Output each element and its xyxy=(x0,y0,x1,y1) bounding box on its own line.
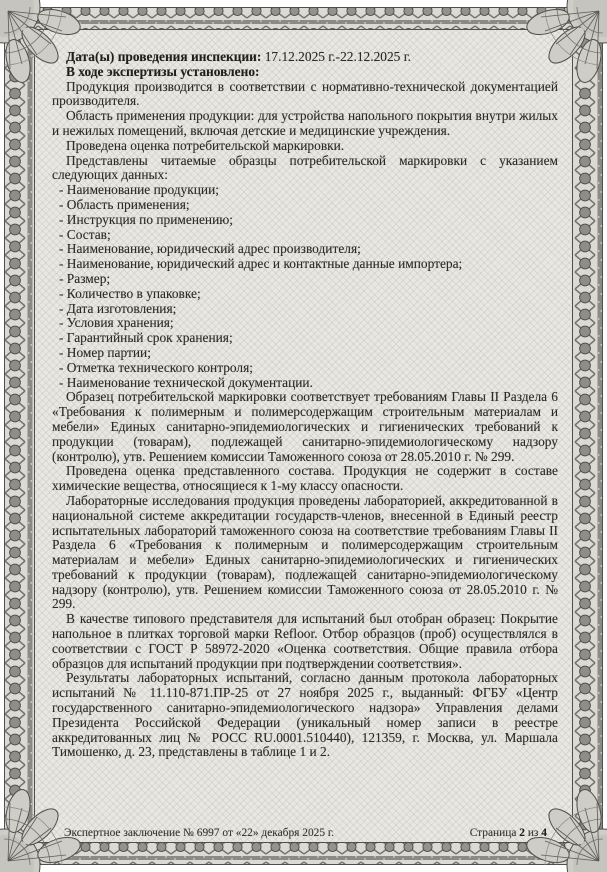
paragraph-marking-compliance: Образец потребительской маркировки соответствует требованиям Главы II Раздела 6 «Требования к полимерным и полимерсодержащим строительным материалам и мебели» Единых санитарно-эпидемиологических и гигиенических требований к продукции (товарам), подлежащей санитарно-эпидемиологическому надзору (контролю), утв. Решением комиссии Таможенного союза от 28.05.2010 г. № 299. xyxy=(52,389,558,464)
paragraph-test-results: Результаты лабораторных испытаний, согласно данным протокола лабораторных испытаний № 11.110-871.ПР-25 от 27 ноября 2025 г., выданный: ФГБУ «Центр государственного санитарно-эпидемиологического надзора» Управления делами Президента Российской Федерации (уникальный номер записи в реестре аккредитованных лиц № РОСС RU.0001.510440), 121359, г. Москва, ул. Маршала Тимошенко, д. 23, представлены в таблице 1 и 2. xyxy=(52,670,558,760)
inspection-dates-label: Дата(ы) проведения инспекции: xyxy=(66,49,262,64)
paragraph-marking-assessment: Проведена оценка потребительской маркировки. xyxy=(66,137,345,153)
inspection-dates-value: 17.12.2025 г.-22.12.2025 г. xyxy=(264,49,412,64)
footer-document-title: Экспертное заключение № 6997 от «22» декабря 2025 г. xyxy=(64,827,335,839)
paragraph-composition: Проведена оценка представленного состава. Продукция не содержит в составе химические вещества, относящиеся к 1-му классу опасности. xyxy=(52,463,558,494)
paragraph-laboratory: Лабораторные исследования продукция проведены лабораторией, аккредитованной в национальной системе аккредитации государств-членов, внесенной в Единый реестр испытательных лабораторий таможенного союза на соответствие требованиям Главы II Раздела 6 «Требования к полимерным и полимерсодержащим строительным материалам и мебели» Единых санитарно-эпидемиологических и гигиенических требований к продукции (товарам), подлежащей санитарно-эпидемиологическому надзору (контролю), утв. Решением комиссии Таможенного союза от 28.05.2010 г. № 299. xyxy=(52,492,558,612)
marking-list-item: - Гарантийный срок хранения; xyxy=(59,330,233,346)
page-indicator xyxy=(470,827,547,840)
marking-list-item: - Наименование, юридический адрес и контактные данные импортера; xyxy=(59,256,463,272)
marking-list-item: - Дата изготовления; xyxy=(59,300,177,316)
marking-list-item: - Отметка технического контроля; xyxy=(59,359,253,375)
marking-list-item: - Наименование технической документации. xyxy=(59,374,313,390)
marking-list-item: - Наименование, юридический адрес производителя; xyxy=(59,241,361,257)
marking-list-item: - Размер; xyxy=(59,270,111,286)
marking-list-item: - Количество в упаковке; xyxy=(59,285,201,301)
page-label: Страница xyxy=(469,827,517,839)
page-footer xyxy=(64,827,547,840)
marking-list-item: - Область применения; xyxy=(59,196,190,212)
marking-list-item: - Номер партии; xyxy=(59,344,151,360)
paragraph-application-area: Область применения продукции: для устройства напольного покрытия внутри жилых и нежилых помещений, включая детские и медицинские учреждения. xyxy=(52,108,558,138)
marking-list-item: - Условия хранения; xyxy=(59,315,174,331)
paragraph-production: Продукция производится в соответствии с нормативно-технической документацией производителя. xyxy=(52,78,558,109)
marking-list-item: - Наименование продукции; xyxy=(59,182,219,198)
paragraph-marking-samples: Представлены читаемые образцы потребительской маркировки с указанием следующих данных: xyxy=(52,152,558,183)
page-total: 4 xyxy=(541,827,547,839)
paragraph-sample-selection: В качестве типового представителя для испытаний был отобран образец: Покрытие напольное в плитках торговой марки Refloor. Отбор образцов (проб) осуществлялся в соответствии с ГОСТ Р 58972-2020 «Оценка соответствия. Общие правила отбора образцов для испытаний продукции при подтверждении соответствия». xyxy=(52,611,558,671)
marking-list-item: - Состав; xyxy=(59,226,111,242)
marking-list-item: - Инструкция по применению; xyxy=(59,211,233,227)
page-of-label: из xyxy=(527,827,539,839)
page-number: 2 xyxy=(519,827,525,839)
findings-heading: В ходе экспертизы установлено: xyxy=(66,63,260,79)
document-body xyxy=(52,50,558,760)
inspection-dates-line xyxy=(52,50,558,65)
